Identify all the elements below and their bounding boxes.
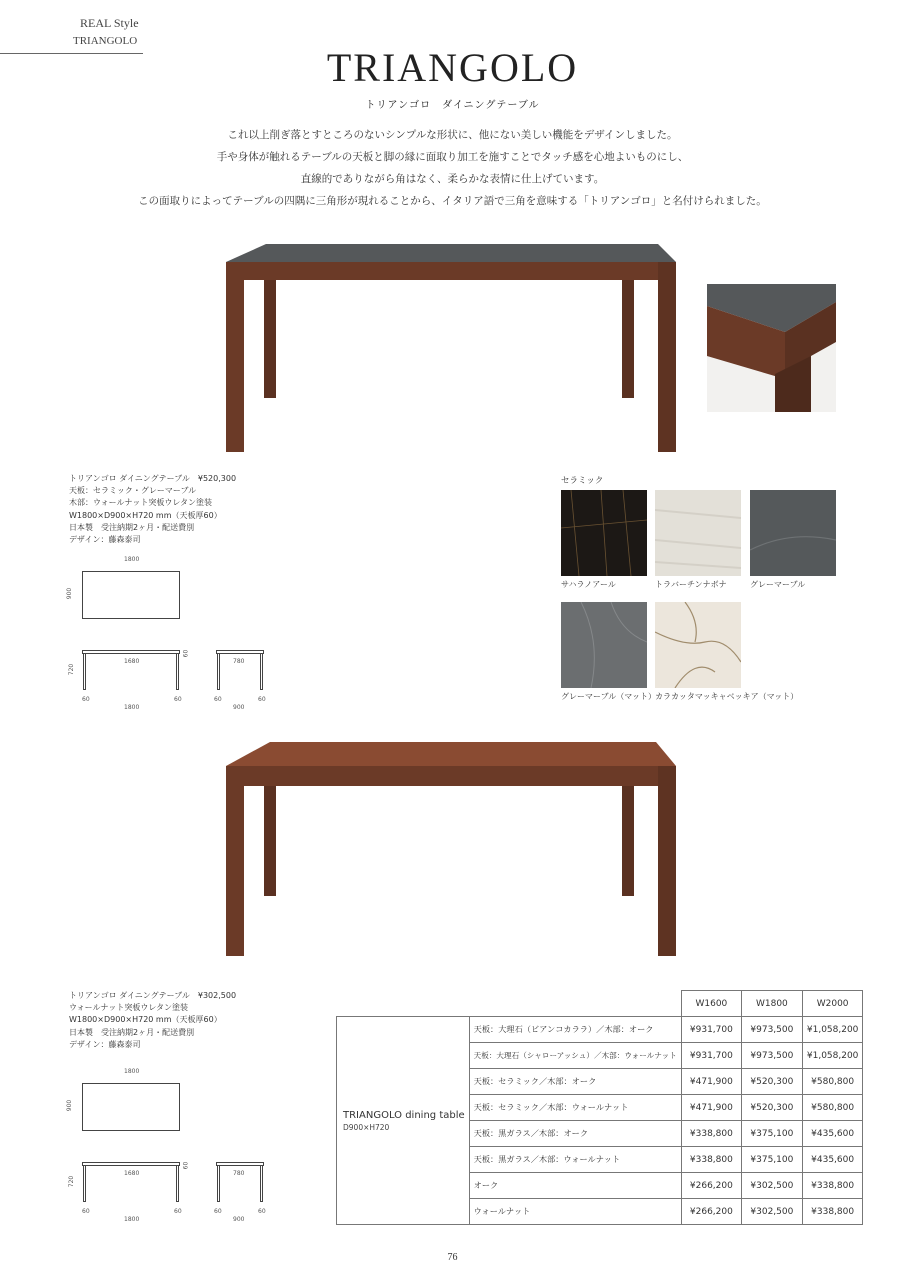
- ceramic-table-photo: [218, 240, 688, 455]
- dim-inner: 1680: [124, 1170, 140, 1177]
- column-header: W2000: [802, 991, 863, 1017]
- dim-leg: 60: [174, 1208, 182, 1215]
- series-label: REAL Style: [80, 16, 139, 30]
- price-cell: ¥931,700: [681, 1043, 741, 1069]
- dim-leg: 60: [214, 1208, 222, 1215]
- dim-width: 1800: [124, 1216, 140, 1223]
- intro-line: この面取りによってテーブルの四隅に三角形が現れることから、イタリア語で三角を意味する「トリアンゴロ」と名付けられました。: [138, 195, 767, 207]
- plan-view: [82, 571, 180, 619]
- intro-text: [0, 124, 905, 212]
- swatch-label: トラバーチンナボナ: [655, 580, 727, 589]
- price-cell: ¥375,100: [741, 1121, 802, 1147]
- row-desc: 天板：セラミック／木部：オーク: [469, 1069, 681, 1095]
- side-view-top: [216, 1162, 264, 1166]
- table-row: [337, 1017, 863, 1043]
- dim-leg: 60: [258, 1208, 266, 1215]
- dim-top-thickness: 60: [182, 649, 190, 658]
- price-cell: ¥1,058,200: [802, 1017, 863, 1043]
- price-cell: ¥973,500: [741, 1017, 802, 1043]
- dim-width: 1800: [124, 556, 140, 563]
- intro-line: これ以上削ぎ落とすところのないシンプルな形状に、他にない美しい機能をデザインしました。: [227, 129, 678, 141]
- price-cell: ¥375,100: [741, 1147, 802, 1173]
- price-cell: ¥1,058,200: [802, 1043, 863, 1069]
- dim-width: 1800: [124, 704, 140, 711]
- row-desc: 天板：セラミック／木部：ウォールナット: [469, 1095, 681, 1121]
- product1-spec: [69, 473, 236, 546]
- series-name: TRIANGOLO: [73, 35, 138, 47]
- page-title: TRIANGOLO: [326, 45, 579, 90]
- swatch-grey-marble-matte: [561, 602, 647, 688]
- row-desc: オーク: [469, 1173, 681, 1199]
- swatch-sahara-noir: [561, 490, 647, 576]
- swatch-label: グレーマーブル（マット）: [561, 692, 656, 701]
- price-cell: ¥338,800: [681, 1147, 741, 1173]
- spec-line: トリアンゴロ ダイニングテーブル ¥520,300: [69, 474, 237, 483]
- dim-leg: 60: [214, 696, 222, 703]
- price-cell: ¥266,200: [681, 1199, 741, 1225]
- intro-line: 手や身体が触れるテーブルの天板と脚の縁に面取り加工を施すことでタッチ感を心地よいものにし、: [216, 151, 689, 163]
- dim-inner: 1680: [124, 658, 140, 665]
- spec-line: ウォールナット突板ウレタン塗装: [69, 1003, 189, 1013]
- price-cell: ¥435,600: [802, 1147, 863, 1173]
- product2-dimension-drawing: [66, 1066, 286, 1226]
- ceramic-section-title: セラミック: [561, 476, 604, 486]
- dim-top-thickness: 60: [182, 1161, 190, 1170]
- spec-line: デザイン：藤森泰司: [69, 535, 141, 545]
- swatch-travertino: [655, 490, 741, 576]
- front-view-top: [82, 650, 180, 654]
- spec-line: トリアンゴロ ダイニングテーブル ¥302,500: [69, 991, 237, 1000]
- row-desc: 天板：大理石（シャローアッシュ）／木部：ウォールナット: [469, 1043, 681, 1069]
- dim-depth: 900: [66, 1099, 74, 1112]
- dim-inner-depth: 780: [233, 658, 245, 665]
- dim-leg: 60: [258, 696, 266, 703]
- spec-line: 日本製 受注納期2ヶ月・配送費別: [69, 522, 195, 532]
- dim-leg: 60: [82, 696, 90, 703]
- row-desc: 天板：大理石（ビアンコカララ）／木部：オーク: [469, 1017, 681, 1043]
- price-cell: ¥302,500: [741, 1173, 802, 1199]
- price-cell: ¥471,900: [681, 1095, 741, 1121]
- spec-line: W1800×D900×H720 mm（天板厚60）: [69, 510, 222, 520]
- product1-dimension-drawing: [66, 554, 286, 714]
- dim-depth: 900: [233, 1216, 245, 1223]
- swatch-label: カラカッタマッキャベッキア（マット）: [655, 692, 799, 701]
- price-cell: ¥302,500: [741, 1199, 802, 1225]
- price-cell: ¥435,600: [802, 1121, 863, 1147]
- swatch-calacatta-macchia-vecchia: [655, 602, 741, 688]
- dim-height: 720: [68, 663, 76, 676]
- front-view-top: [82, 1162, 180, 1166]
- walnut-table-photo: [218, 738, 688, 960]
- price-cell: ¥580,800: [802, 1095, 863, 1121]
- row-desc: ウォールナット: [469, 1199, 681, 1225]
- column-header: W1800: [741, 991, 802, 1017]
- dim-leg: 60: [82, 1208, 90, 1215]
- spec-line: W1800×D900×H720 mm（天板厚60）: [69, 1015, 222, 1025]
- row-desc: 天板：黒ガラス／木部：オーク: [469, 1121, 681, 1147]
- product2-spec: [69, 990, 236, 1051]
- product-size: D900×H720: [343, 1122, 390, 1132]
- side-view-top: [216, 650, 264, 654]
- page-number: 76: [447, 1252, 458, 1263]
- swatch-label: グレーマーブル: [750, 580, 806, 589]
- product-name: TRIANGOLO dining table: [343, 1109, 465, 1121]
- price-cell: ¥338,800: [802, 1199, 863, 1225]
- price-cell: ¥338,800: [802, 1173, 863, 1199]
- price-cell: ¥338,800: [681, 1121, 741, 1147]
- spec-line: 天板：セラミック・グレーマーブル: [69, 486, 197, 496]
- dim-depth: 900: [66, 587, 74, 600]
- page-subtitle: トリアンゴロ ダイニングテーブル: [365, 100, 540, 111]
- plan-view: [82, 1083, 180, 1131]
- price-cell: ¥471,900: [681, 1069, 741, 1095]
- spec-line: 木部：ウォールナット突板ウレタン塗装: [69, 498, 213, 508]
- price-cell: ¥266,200: [681, 1173, 741, 1199]
- dim-width: 1800: [124, 1068, 140, 1075]
- column-header: W1600: [681, 991, 741, 1017]
- spec-line: 日本製 受注納期2ヶ月・配送費別: [69, 1027, 195, 1037]
- price-cell: ¥580,800: [802, 1069, 863, 1095]
- dim-height: 720: [68, 1175, 76, 1188]
- product-name-cell: [337, 1017, 470, 1225]
- swatch-grey-marble: [750, 490, 836, 576]
- swatch-label: サハラノアール: [561, 580, 616, 589]
- row-desc: 天板：黒ガラス／木部：ウォールナット: [469, 1147, 681, 1173]
- dim-inner-depth: 780: [233, 1170, 245, 1177]
- corner-detail-photo: [707, 284, 836, 412]
- table-header-row: [337, 991, 863, 1017]
- price-cell: ¥973,500: [741, 1043, 802, 1069]
- price-table: [336, 990, 863, 1225]
- dim-leg: 60: [174, 696, 182, 703]
- price-cell: ¥520,300: [741, 1095, 802, 1121]
- price-cell: ¥931,700: [681, 1017, 741, 1043]
- spec-line: デザイン：藤森泰司: [69, 1039, 141, 1049]
- intro-line: 直線的でありながら角はなく、柔らかな表情に仕上げています。: [300, 173, 605, 185]
- dim-depth: 900: [233, 704, 245, 711]
- price-cell: ¥520,300: [741, 1069, 802, 1095]
